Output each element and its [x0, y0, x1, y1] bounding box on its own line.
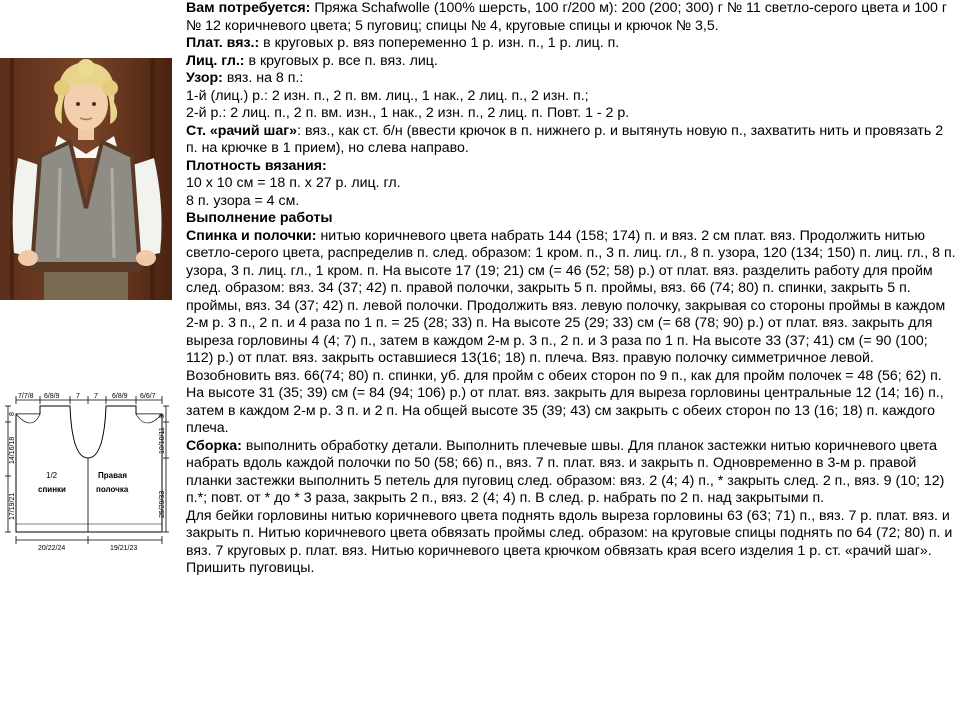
back-label-text: спинки	[38, 485, 66, 494]
materials-label: Вам потребуется:	[186, 0, 311, 16]
assembly-text: выполнить обработку детали. Выполнить плечевые швы. Для планок застежки нитью коричневого цвета набрать вдоль каждой полочки по 50 (58; 66) п., вяз. 7 п. плат. вяз. и закрыть п. Одновременно в 3-м р. правой планки застежки выполнить 5 петель для пуговиц след. образом: вяз. 2 (4; 4) п., * закрыть след. 2 п., вяз. 9 (10; 12) п.*; повт. от * до * 3 раза, закрыть 2 п., вяз. 2 (4; 4) п. В след. р. набрать по 2 п. над закрытыми п.	[186, 437, 945, 506]
flat-knit-label: Плат. вяз.:	[186, 35, 260, 51]
top-label-1: 7/7/8	[18, 393, 34, 400]
left-label-1: 8	[9, 412, 16, 416]
back-fronts-text: нитью коричневого цвета набрать 144 (158; 174) п. и вяз. 2 см плат. вяз. Продолжить нитью светло-серого цвета, распределив п. след. образом: 1 кром. п., 3 п. лиц. гл., 8 п. узора, 120 (134; 150) п. лиц. гл., 8 п. узора, 3 п. лиц. гл., 1 кром. п. На высоте 17 (19; 21) см (= 46 (52; 58) р.) от плат. вяз. разделить работу для пройм след. образом: вяз. 34 (37; 42) п. правой полочки, закрыть 5 п. проймы, вяз. 66 (74; 80) п. спинки, закрыть 5 п. проймы, вяз. 34 (37; 42) п. левой полочки. Продолжить вяз. левую полочку, закрывая со стороны проймы в каждом 2-м р. 3 п., 2 п. и 4 раза по 1 п. = 25 (28; 33) п. На высоте 25 (29; 33) см (= 68 (78; 90) р.) от плат. вяз. закрыть для выреза горловины 4 (4; 7) п., затем в каждом 2-м р. 3 п., 2 п. и 3 раза по 1 п. На высоте 33 (37; 41) см (= 90 (100; 112) р.) от плат. вяз. закрыть оставшиеся 13(16; 18) п. плеча. Вяз. правую полочку симметричное левой. Возобновить вяз. 66(74; 80) п. спинки, уб. для пройм с обеих сторон по 9 п., как для пройм полочек = 48 (56; 62) п. На высоте 31 (35; 39) см (= 84 (94; 106) р.) от плат. вяз. закрыть для выреза горловины центральные 12 (14; 16) п., затем в каждом 2-м р. 3 п. и 2 п. На общей высоте 35 (39; 43) см закрыть с обеих сторон по 13 (16; 18) п. каждого плеча.	[186, 227, 956, 436]
bottom-label-2: 19/21/23	[110, 545, 138, 552]
crab-stitch-text: : вяз., как ст. б/н (ввести крючок в п. нижнего р. и вытянуть новую п., захватить нить и провязать 2 п. на крючке в 1 прием), но слева направо.	[186, 122, 944, 156]
stockinette-paragraph	[186, 53, 958, 71]
front-label-line2: полочка	[96, 485, 129, 494]
gauge-line-2: 8 п. узора = 4 см.	[186, 192, 300, 209]
assembly-paragraph	[186, 438, 958, 508]
gauge-heading	[186, 158, 958, 176]
vest-schematic	[2, 392, 170, 552]
pattern-instructions	[186, 0, 958, 578]
crab-stitch-label: Ст. «рачий шаг»	[186, 122, 298, 139]
flat-knit-paragraph	[186, 35, 958, 53]
work-heading-text: Выполнение работы	[186, 210, 333, 226]
materials-text: Пряжа Schafwolle (100% шерсть, 100 г/200 м): 200 (200; 300) г № 11 светло-серого цвета и 100 г № 12 коричневого цвета; 5 пуговиц; спицы № 4, круговые спицы и крючок № 3,5.	[186, 0, 948, 34]
pattern-row-2: 2-й р.: 2 лиц. п., 2 п. вм. изн., 1 нак., 2 изн. п., 2 лиц. п. Повт. 1 - 2 р.	[186, 105, 630, 121]
top-label-4: 7	[94, 393, 98, 400]
child-vest-photo	[0, 58, 172, 300]
front-label-line1: Правая	[98, 471, 128, 480]
back-label-fraction: 1/2	[46, 471, 58, 480]
neckband-paragraph: Для бейки горловины нитью коричневого цвета поднять вдоль выреза горловины 63 (63; 71) п., вяз. 7 р. плат. вяз. и закрыть п. Нитью коричневого цвета обвязать проймы след. образом: на круговые спицы поднять по 64 (72; 80) п. и вяз. 7 круговых р. плат. вяз. Нитью коричневого цвета крючком обвязать края всего изделия 1 р. ст. «рачий шаг». Пришить пуговицы.	[186, 507, 953, 576]
pattern-paragraph	[186, 70, 958, 88]
stockinette-text: в круговых р. все п. вяз. лиц.	[244, 52, 438, 69]
flat-knit-text: в круговых р. вяз попеременно 1 р. изн. п., 1 р. лиц. п.	[259, 35, 620, 51]
stockinette-label: Лиц. гл.:	[186, 52, 245, 69]
bottom-label-1: 20/22/24	[38, 545, 66, 552]
materials-paragraph	[186, 0, 958, 35]
gauge-label: Плотность вязания:	[186, 157, 327, 174]
pattern-text: вяз. на 8 п.:	[222, 70, 304, 86]
pattern-label: Узор:	[186, 70, 223, 86]
right-label-2: 10/10/11	[159, 427, 166, 454]
right-label-1: 8	[159, 414, 166, 418]
back-fronts-label: Спинка и полочки:	[186, 227, 317, 244]
assembly-label: Сборка:	[186, 437, 242, 454]
pattern-row-1: 1-й (лиц.) р.: 2 изн. п., 2 п. вм. лиц., 1 нак., 2 лиц. п., 2 изн. п.;	[186, 87, 589, 104]
crab-stitch-paragraph	[186, 123, 958, 158]
top-label-2: 6/8/9	[44, 393, 60, 400]
right-label-3: 25/29/33	[159, 490, 166, 518]
left-label-3: 17/19/21	[9, 492, 16, 520]
left-label-2: 14/16/18	[9, 436, 16, 464]
top-label-3: 7	[76, 393, 80, 400]
back-fronts-paragraph	[186, 228, 958, 438]
work-heading	[186, 210, 958, 228]
gauge-line-1: 10 х 10 см = 18 п. х 27 р. лиц. гл.	[186, 175, 401, 191]
top-label-6: 6/6/7	[140, 393, 156, 400]
top-label-5: 6/8/9	[112, 393, 128, 400]
